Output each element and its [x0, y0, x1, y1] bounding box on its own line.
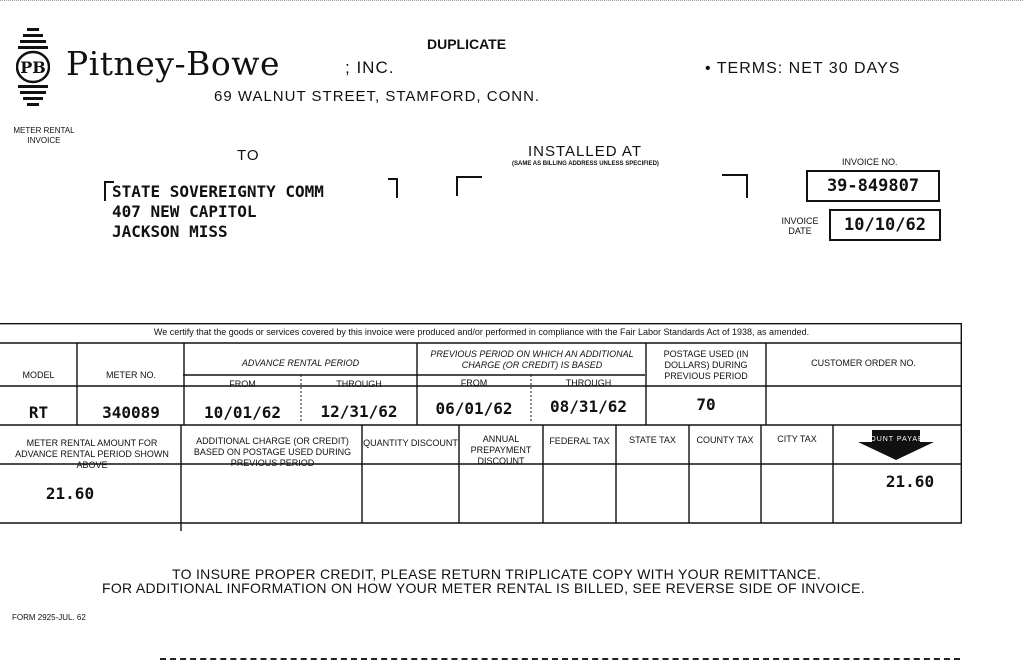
top-perforation — [0, 0, 1023, 3]
header-previous-period: PREVIOUS PERIOD ON WHICH AN ADDITIONAL CHARGE (OR CREDIT) IS BASED — [430, 349, 634, 370]
footer-line-1: TO INSURE PROPER CREDIT, PLEASE RETURN TRIPLICATE COPY WITH YOUR REMITTANCE. — [172, 566, 822, 582]
installed-at-sublabel: (SAME AS BILLING ADDRESS UNLESS SPECIFIED) — [512, 161, 659, 167]
amount-payable-value: 21.60 — [885, 472, 935, 491]
terms-label: • TERMS: NET 30 DAYS — [705, 60, 901, 77]
prev-from-value: 06/01/62 — [435, 399, 513, 418]
header-meter-no: METER NO. — [105, 370, 156, 380]
adv-from-value: 10/01/62 — [203, 403, 282, 422]
header-federal-tax: FEDERAL TAX — [549, 436, 610, 446]
postage-value: 70 — [696, 395, 716, 414]
amount-payable-arrow — [858, 430, 934, 460]
duplicate-label: DUPLICATE — [427, 36, 507, 52]
header-prev-through: THROUGH — [565, 378, 612, 388]
amount-payable-label: AMOUNT PAYABLE — [858, 436, 934, 443]
invoice-number: 39-849807 — [806, 170, 940, 202]
header-state-tax: STATE TAX — [629, 435, 676, 445]
bracket-tr — [388, 178, 398, 198]
invoice-number-label: INVOICE NO. — [842, 157, 898, 167]
header-county-tax: COUNTY TAX — [696, 435, 754, 445]
model-value: RT — [28, 403, 49, 422]
logo-text: PB — [20, 58, 46, 77]
installed-at-label: INSTALLED AT — [528, 143, 642, 160]
header-adv-through: THROUGH — [336, 379, 382, 389]
header-postage-used: POSTAGE USED (IN DOLLARS) DURING PREVIOUS PERIOD — [663, 349, 749, 381]
to-label: TO — [237, 147, 260, 164]
invoice-date: 10/10/62 — [829, 209, 941, 241]
rental-amount-value: 21.60 — [45, 484, 95, 503]
bottom-tear-line — [160, 658, 960, 662]
header-quantity-discount: QUANTITY DISCOUNT — [363, 438, 458, 448]
company-name: Pitney-Bowe — [66, 44, 280, 83]
header-annual-prepayment: ANNUAL PREPAYMENT DISCOUNT — [470, 434, 532, 466]
bracket-installed-r — [722, 174, 748, 198]
adv-through-value: 12/31/62 — [320, 402, 398, 421]
header-additional-charge: ADDITIONAL CHARGE (OR CREDIT) BASED ON POSTAGE USED DURING PREVIOUS PERIOD — [193, 436, 352, 468]
company-address: 69 WALNUT STREET, STAMFORD, CONN. — [214, 88, 541, 105]
company-inc: ; INC. — [345, 58, 395, 77]
doc-type-label: METER RENTAL INVOICE — [13, 126, 75, 145]
header-advance-period: ADVANCE RENTAL PERIOD — [241, 358, 360, 368]
header-rental-amount: METER RENTAL AMOUNT FOR ADVANCE RENTAL PERIOD SHOWN ABOVE — [15, 438, 169, 470]
meter-no-value: 340089 — [102, 403, 160, 422]
pitney-bowes-logo — [16, 28, 50, 106]
bracket-installed-l — [456, 176, 482, 196]
header-adv-from: FROM — [229, 379, 256, 389]
invoice-date-label: INVOICE DATE — [781, 216, 819, 236]
header-city-tax: CITY TAX — [777, 434, 817, 444]
certification-text: We certify that the goods or services covered by this invoice were produced and/or performed in compliance with the Fair Labor Standards Act of 1938, as amended. — [153, 327, 810, 337]
footer-line-2: FOR ADDITIONAL INFORMATION ON HOW YOUR METER RENTAL IS BILLED, SEE REVERSE SIDE OF INVOICE. — [102, 580, 865, 596]
header-customer-order: CUSTOMER ORDER NO. — [811, 358, 916, 368]
header-model: MODEL — [22, 370, 55, 380]
prev-through-value: 08/31/62 — [549, 397, 628, 416]
form-number: FORM 2925-JUL. 62 — [12, 613, 86, 622]
billing-address: STATE SOVEREIGNTY COMM 407 NEW CAPITOL JACKSON MISS — [112, 182, 324, 241]
header-prev-from: FROM — [460, 378, 488, 388]
